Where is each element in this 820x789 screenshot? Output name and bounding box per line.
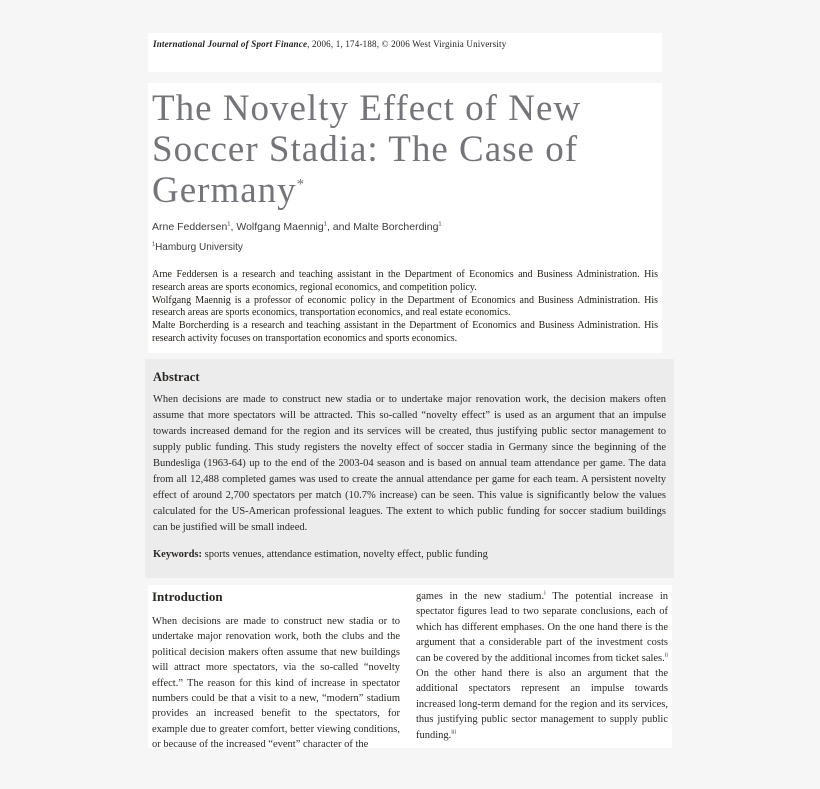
- bio-paragraph-feddersen: Arne Feddersen is a research and teaching assistant in the Department of Economics and Business Administration. His research areas are sports economics, regional economics, and competition policy.: [152, 269, 658, 293]
- author-line: Arne Feddersen$^1$, Wolfgang Maennig$^1$, and Malte Borcherding$^1$: [152, 221, 442, 233]
- keywords-line: Keywords: sports venues, attendance estimation, novelty effect, public funding: [153, 549, 488, 560]
- bio-paragraph-maennig: Wolfgang Maennig is a professor of economic policy in the Department of Economics and Business Administration. His research areas are sports economics, transportation economics, and real estate economics.: [152, 294, 658, 319]
- abstract-body: When decisions are made to construct new stadia or to undertake major renovation work, the decision makers often assume that more spectators will be attracted. This so-called “novelty effect” is used as an argument that an impulse towards increased demand for the region and its services will be created, thus justifying public sector management to supply public funding. This study registers the novelty effect of soccer stadia in Germany since the beginning of the Bundesliga (1963-64) up to the end of the 2003-04 season and is based on annual team attendance per game. The data from all 12,488 completed games was used to create the annual attendance per game for each team. A persistent novelty effect of around 2,700 spectators per match (10.7% increase) can be seen. This value is significantly below the values calculated for the US-American professional leagues. The extent to which public funding for soccer stadium buildings can be justified will be small indeed.: [153, 394, 666, 533]
- intro-left-column: [152, 589, 400, 751]
- page-title: The Novelty Effect of New Soccer Stadia: The Case of Germany*: [152, 88, 582, 211]
- intro-right-column: [416, 589, 668, 748]
- abstract-section: [145, 359, 674, 578]
- journal-header-strip: [148, 33, 662, 72]
- bio-paragraph-borcherding: Malte Borcherding is a research and teaching assistant in the Department of Economics and Business Administration. His research activity focuses on transportation economics and sports economics.: [152, 320, 658, 344]
- author-bios: [152, 269, 658, 346]
- title-author-block: [148, 83, 662, 353]
- intro-right-paragraph: games in the new stadium.$^i$ The potential increase in spectator figures lead to two separate conclusions, each of which has different emphases. On the one hand there is the argument that a considerable part of the investment costs can be covered by the additional incomes from ticket sales.$^{ii}$ On the other hand there is also an argument that the additional spectators represent an impulse towards increased long-term demand for the region and its services, thus justifying public sector management to supply public funding.$^{iii}$: [416, 590, 669, 741]
- journal-citation: International Journal of Sport Finance, 2006, 1, 174-188, © 2006 West Virginia University: [153, 39, 507, 49]
- affiliation-line: $^1$Hamburg University: [152, 241, 243, 253]
- abstract-heading: Abstract: [153, 370, 200, 384]
- introduction-heading: Introduction: [152, 589, 223, 604]
- introduction-section: [148, 585, 672, 751]
- intro-left-paragraph: When decisions are made to construct new stadia or to undertake major renovation work, both the clubs and the political decision makers often assume that new buildings will attract more spectators, via the so-called “novelty effect.” The reason for this kind of increase in spectator numbers could be that a visit to a new, “modern” stadium provides an increased benefit to the spectators, for example due to greater comfort, better viewing conditions, or because of the increased “event” character of the: [152, 616, 400, 751]
